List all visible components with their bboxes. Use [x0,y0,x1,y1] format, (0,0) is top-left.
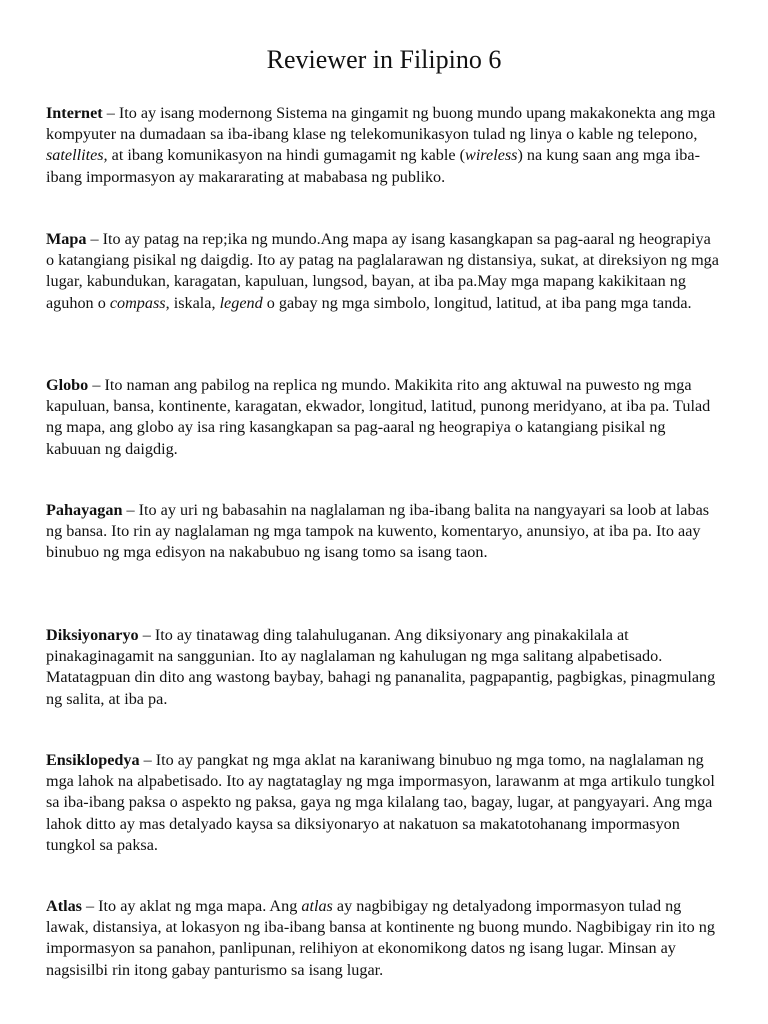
entry-atlas [46,896,722,981]
page-title: Reviewer in Filipino 6 [266,45,502,74]
entry-ensiklopedya [46,750,722,856]
entry-text: – Ito ay aklat ng mga mapa. Ang [81,897,302,915]
entry-text: ) na kung saan ang mga iba-ibang impormasyon ay makararating at mababasa ng publiko. [46,146,700,186]
entry-text: – Ito naman ang pabilog na replica ng mundo. Makikita rito ang aktuwal na puwesto ng mga kapuluan, bansa, kontinente, karagatan, ekwador, longitud, latitud, punong meridyano, at iba pa. Tulad ng mapa, ang globo ay isa ring kasangkapan sa pag-aaral ng heograpiya o katangiang pisikal ng kabuuan ng daigdig. [46,376,711,458]
entry-text: ay nagbibigay ng detalyadong impormasyon tulad ng lawak, distansiya, at lokasyon ng iba-ibang bansa at kontinente ng buong mundo. Nagbibigay rin ito ng impormasyon sa panahon, panlipunan, relihiyon at ekonomikong datos ng isang lugar. Minsan ay nagsisilbi rin itong gabay panturismo sa isang lugar. [46,897,715,979]
entry-diksiyonaryo [46,625,722,710]
entry-italic: atlas [301,897,333,915]
entry-text: – Ito ay patag na rep;ika ng mundo.Ang mapa ay isang kasangkapan sa pag-aaral ng heograpiya o katangiang pisikal ng daigdig. Ito ay patag na paglalarawan ng distansiya, sukat, at direksiyon ng mga lugar, kabundukan, karagatan, kapuluan, lungsod, bayan, at iba pa.May mga mapang kakikitaan ng aguhon o [46,230,719,312]
entry-globo [46,375,722,460]
entry-italic: legend [219,293,263,312]
entry-term: Mapa [46,230,87,248]
entry-text: – Ito ay isang modernong Sistema na gingamit ng buong mundo upang makakonekta ang mga kompyuter na dumadaan sa iba-ibang klase ng telekomunikasyon tulad ng linya o kable ng telepono, [46,104,716,144]
entry-italic: compass [109,293,166,312]
entry-term: Internet [46,104,103,122]
entry-italic: wireless [465,146,518,165]
entry-text: – Ito ay pangkat ng mga aklat na karaniwang binubuo ng mga tomo, na naglalaman ng mga lahok na alpabetisado. Ito ay nagtataglay ng mga impormasyon, larawanm at mga artikulo tungkol sa iba-ibang paksa o aspekto ng paksa, gaya ng mga kilalang tao, bagay, lugar, at pangyayari. Ang mga lahok ditto ay mas detalyado kaysa sa diksiyonaryo at nakatuon sa makatotohanang impormasyon tungkol sa paksa. [46,751,715,854]
entry-text: , iskala, [165,293,220,312]
entry-mapa [46,229,722,314]
entry-text: – Ito ay uri ng babasahin na naglalaman ng iba-ibang balita na nangyayari sa loob at labas ng bansa. Ito rin ay naglalaman ng mga tampok na kuwento, komentaryo, anunsiyo, at iba pa. Ito aay binubuo ng mga edisyon na nakabubuo ng isang tomo sa isang taon. [46,501,710,562]
entry-text: at ibang komunikasyon na hindi gumagamit ng kable ( [107,146,466,165]
entry-term: Diksiyonaryo [46,626,139,644]
entry-term: Ensiklopedya [46,751,140,769]
entry-internet [46,103,722,188]
entry-pahayagan [46,500,722,564]
entry-italic: satellites, [46,146,108,165]
entry-term: Atlas [46,897,82,915]
entry-term: Pahayagan [46,501,123,519]
entry-term: Globo [46,376,89,394]
entry-text: – Ito ay tinatawag ding talahuluganan. Ang diksiyonary ang pinakakilala at pinakaginagamit na sanggunian. Ito ay naglalaman ng kahulugan ng mga salitang alpabetisado. Matatagpuan din dito ang wastong baybay, bahagi ng pananalita, pagpapantig, pagbigkas, pinagmulang ng salita, at iba pa. [46,626,716,708]
entry-text: o gabay ng mga simbolo, longitud, latitud, at iba pang mga tanda. [262,293,692,312]
